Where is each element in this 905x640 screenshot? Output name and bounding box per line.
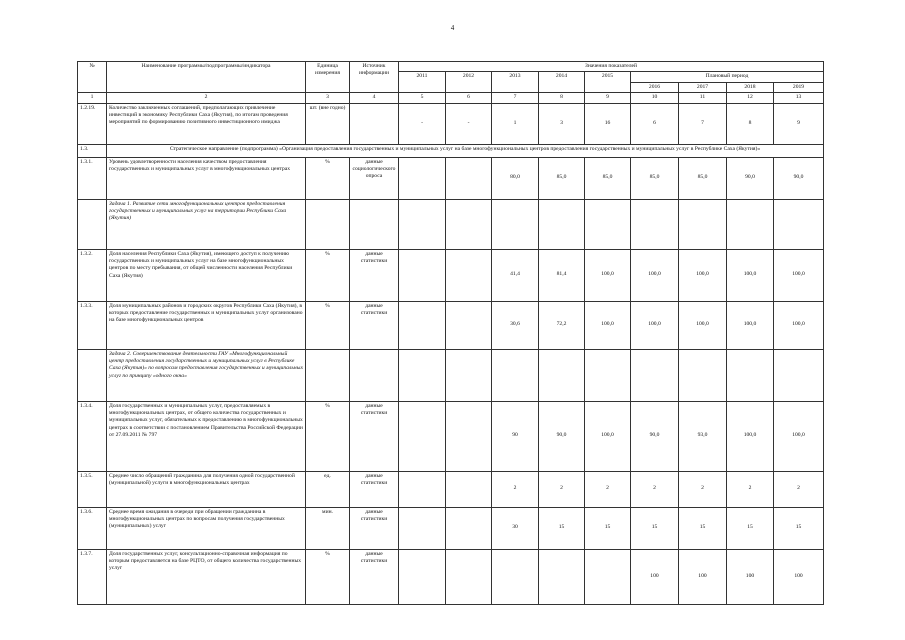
- indicator-value: [399, 507, 446, 549]
- empty-cell: [446, 349, 492, 401]
- indicator-unit: мин.: [306, 507, 350, 549]
- indicator-value: 85,0: [585, 157, 631, 199]
- indicator-unit: %: [306, 401, 350, 471]
- indicator-value: [446, 471, 492, 507]
- indicator-value: 41,4: [492, 249, 539, 301]
- indicator-value: 90,0: [727, 157, 774, 199]
- indicator-value: [539, 549, 585, 604]
- indicator-name: Доля государственных и муниципальных услуг, предоставляемых в многофункциональных центрах, от общего количества государственных и муниципальных услуг, обязательных к предоставлению в многофункциональных центрах в соответствии с постановлением Правительства Российской Федерации от 27.09.2011 № 797: [107, 401, 306, 471]
- header-year: 2011: [399, 72, 446, 93]
- indicator-name: Доля населения Республики Саха (Якутия), имеющего доступ к получению государственных и муниципальных услуг на базе многофункциональных центров по месту пребывания, от общей численности населения Республики Саха (Якутия): [107, 249, 306, 301]
- indicator-value: [399, 157, 446, 199]
- indicator-value: [446, 301, 492, 349]
- indicator-value: 100: [727, 549, 774, 604]
- task-row: [78, 199, 824, 249]
- column-number: 5: [399, 93, 446, 103]
- indicator-value: 72,2: [539, 301, 585, 349]
- indicator-value: 2: [585, 471, 631, 507]
- indicator-value: 90,0: [539, 401, 585, 471]
- header-year: 2018: [727, 82, 774, 92]
- section-title: Стратегическое направление (подпрограмма) «Организация предоставления государственных и муниципальных услуг на базе многофункциональных центров предоставления государственных и муниципальных услуг в Республике Саха (Якутия)»: [107, 144, 824, 157]
- row-number: 1.3.4.: [78, 401, 107, 471]
- task-title: Задача 2. Совершенствование деятельности ГАУ «Многофункциональный центр предоставления государственных и муниципальных услуг в Республике Саха (Якутия)» по вопросам предоставления государственных и муниципальных услуг по принципу «одного окна»: [107, 349, 306, 401]
- indicator-name: Среднее время ожидания в очереди при обращении гражданина в многофункциональных центрах по вопросам получения государственных (муниципальных) услуг: [107, 507, 306, 549]
- indicator-value: 9: [774, 103, 824, 144]
- task-row: [78, 349, 824, 401]
- indicator-source: данные статистики: [350, 507, 399, 549]
- indicator-value: 90,0: [774, 157, 824, 199]
- indicator-source: данные статистики: [350, 471, 399, 507]
- empty-cell: [585, 349, 631, 401]
- indicator-value: [446, 157, 492, 199]
- indicator-value: 2: [727, 471, 774, 507]
- indicator-row: [78, 507, 824, 549]
- indicator-value: 100,0: [679, 249, 727, 301]
- empty-cell: [774, 199, 824, 249]
- header-year: 2014: [539, 72, 585, 93]
- empty-cell: [679, 199, 727, 249]
- indicator-value: 100,0: [631, 301, 679, 349]
- indicator-unit: %: [306, 549, 350, 604]
- indicator-row: [78, 401, 824, 471]
- indicator-name: Доля государственных услуг, консультационно-справочная информация по которым предоставляется на базе РЦТО, от общего количества государственных услуг: [107, 549, 306, 604]
- indicator-value: 93,0: [679, 401, 727, 471]
- indicator-value: 100,0: [727, 401, 774, 471]
- indicator-value: 100: [679, 549, 727, 604]
- row-number: 1.3.5.: [78, 471, 107, 507]
- row-number: 1.2.19.: [78, 103, 107, 144]
- indicator-unit: %: [306, 249, 350, 301]
- indicator-unit: шт. (вне годно): [306, 103, 350, 144]
- indicator-row: [78, 157, 824, 199]
- row-number: 1.3.6.: [78, 507, 107, 549]
- indicator-value: 85,0: [539, 157, 585, 199]
- indicator-name: Среднее число обращений гражданина для получения одной государственной (муниципальной) услуги в многофункциональных центрах: [107, 471, 306, 507]
- column-number: 2: [107, 93, 306, 103]
- column-number: 3: [306, 93, 350, 103]
- indicator-value: [399, 301, 446, 349]
- row-number: 1.3.3.: [78, 301, 107, 349]
- indicator-row: [78, 471, 824, 507]
- indicator-value: 3: [539, 103, 585, 144]
- page-number: 4: [450, 24, 455, 32]
- header-year: 2017: [679, 82, 727, 92]
- indicator-value: 30: [492, 507, 539, 549]
- indicator-value: 100,0: [585, 301, 631, 349]
- indicator-value: 15: [539, 507, 585, 549]
- indicator-row: [78, 301, 824, 349]
- column-numbers-row: [78, 93, 824, 103]
- indicator-value: 2: [539, 471, 585, 507]
- indicator-value: 90,0: [631, 401, 679, 471]
- indicator-value: 15: [631, 507, 679, 549]
- section-row: [78, 144, 824, 157]
- empty-cell: [306, 199, 350, 249]
- column-number: 10: [631, 93, 679, 103]
- row-number: [78, 349, 107, 401]
- indicator-value: 80,0: [492, 157, 539, 199]
- empty-cell: [399, 199, 446, 249]
- indicator-value: 30,6: [492, 301, 539, 349]
- indicator-source: [350, 103, 399, 144]
- indicator-value: 100,0: [727, 249, 774, 301]
- column-number: 13: [774, 93, 824, 103]
- indicator-row: [78, 549, 824, 604]
- indicator-value: 100,0: [727, 301, 774, 349]
- indicator-value: 15: [774, 507, 824, 549]
- empty-cell: [492, 349, 539, 401]
- empty-cell: [539, 349, 585, 401]
- indicator-value: 100,0: [774, 249, 824, 301]
- indicator-value: [399, 471, 446, 507]
- header-unit: Единица измерения: [306, 62, 350, 93]
- indicator-name: Доля муниципальных районов и городских округов Республики Саха (Якутия), в которых предоставление государственных и муниципальных услуг организовано на базе многофункциональных центров: [107, 301, 306, 349]
- indicator-value: 100,0: [585, 401, 631, 471]
- indicator-value: 85,0: [631, 157, 679, 199]
- indicator-value: 1: [492, 103, 539, 144]
- indicator-value: 6: [631, 103, 679, 144]
- indicator-value: 81,4: [539, 249, 585, 301]
- empty-cell: [679, 349, 727, 401]
- column-number: 11: [679, 93, 727, 103]
- indicator-value: 85,0: [679, 157, 727, 199]
- column-number: 12: [727, 93, 774, 103]
- indicator-value: 15: [727, 507, 774, 549]
- indicator-value: -: [446, 103, 492, 144]
- indicator-source: данные статистики: [350, 301, 399, 349]
- indicator-value: 15: [585, 507, 631, 549]
- indicator-value: 100,0: [774, 401, 824, 471]
- header-values-group: Значения показателей: [399, 62, 824, 72]
- indicator-row: [78, 249, 824, 301]
- header-year: 2015: [585, 72, 631, 93]
- empty-cell: [399, 349, 446, 401]
- header-year: 2012: [446, 72, 492, 93]
- column-number: 4: [350, 93, 399, 103]
- empty-cell: [774, 349, 824, 401]
- indicator-value: [399, 401, 446, 471]
- header-year: 2016: [631, 82, 679, 92]
- indicator-source: данные социологического опроса: [350, 157, 399, 199]
- indicator-value: 90: [492, 401, 539, 471]
- indicator-source: данные статистики: [350, 401, 399, 471]
- indicator-value: 100,0: [774, 301, 824, 349]
- indicator-value: [446, 549, 492, 604]
- row-number: 1.3.1.: [78, 157, 107, 199]
- indicator-value: 2: [631, 471, 679, 507]
- indicator-name: Уровень удовлетворенности населения качеством предоставления государственных и муниципальных услуг в многофункциональных центрах: [107, 157, 306, 199]
- indicator-value: [446, 249, 492, 301]
- indicator-source: данные статистики: [350, 249, 399, 301]
- indicator-value: [446, 401, 492, 471]
- empty-cell: [350, 199, 399, 249]
- column-number: 8: [539, 93, 585, 103]
- indicator-value: [446, 507, 492, 549]
- indicator-value: 7: [679, 103, 727, 144]
- indicator-unit: %: [306, 157, 350, 199]
- empty-cell: [727, 349, 774, 401]
- empty-cell: [350, 349, 399, 401]
- indicator-value: 8: [727, 103, 774, 144]
- header-name: Наименование программы/подпрограммы/индикатора: [107, 62, 306, 93]
- indicator-value: -: [399, 103, 446, 144]
- empty-cell: [631, 349, 679, 401]
- indicator-value: 16: [585, 103, 631, 144]
- indicator-value: [399, 249, 446, 301]
- empty-cell: [727, 199, 774, 249]
- empty-cell: [446, 199, 492, 249]
- indicator-value: [399, 549, 446, 604]
- header-planned-period: Плановый период: [631, 72, 824, 82]
- empty-cell: [492, 199, 539, 249]
- column-number: 1: [78, 93, 107, 103]
- row-number: [78, 199, 107, 249]
- empty-cell: [631, 199, 679, 249]
- indicator-value: 2: [679, 471, 727, 507]
- row-number: 1.3.: [78, 144, 107, 157]
- indicator-value: 100: [774, 549, 824, 604]
- indicator-unit: ед.: [306, 471, 350, 507]
- header-no: №: [78, 62, 107, 93]
- indicator-value: 100,0: [585, 249, 631, 301]
- empty-cell: [306, 349, 350, 401]
- column-number: 6: [446, 93, 492, 103]
- task-title: Задача 1. Развитие сети многофункциональных центров предоставления государственных и муниципальных услуг на территории Республики Саха (Якутия): [107, 199, 306, 249]
- indicator-value: 15: [679, 507, 727, 549]
- indicator-value: [585, 549, 631, 604]
- header-year: 2013: [492, 72, 539, 93]
- indicator-row: [78, 103, 824, 144]
- indicator-source: данные статистики: [350, 549, 399, 604]
- indicator-value: 100,0: [631, 249, 679, 301]
- column-number: 7: [492, 93, 539, 103]
- header-source: Источник информации: [350, 62, 399, 93]
- indicator-value: 100: [631, 549, 679, 604]
- indicator-value: 2: [774, 471, 824, 507]
- empty-cell: [585, 199, 631, 249]
- row-number: 1.3.7.: [78, 549, 107, 604]
- column-number: 9: [585, 93, 631, 103]
- indicator-value: 2: [492, 471, 539, 507]
- indicator-name: Количество заключенных соглашений, предполагающих привлечение инвестиций в экономику Республики Саха (Якутия), по итогам проведения мероприятий по формированию позитивного инвестиционного имиджа: [107, 103, 306, 144]
- row-number: 1.3.2.: [78, 249, 107, 301]
- empty-cell: [539, 199, 585, 249]
- indicator-unit: %: [306, 301, 350, 349]
- indicators-table: [77, 61, 824, 605]
- indicator-value: 100,0: [679, 301, 727, 349]
- indicator-value: [492, 549, 539, 604]
- header-year: 2019: [774, 82, 824, 92]
